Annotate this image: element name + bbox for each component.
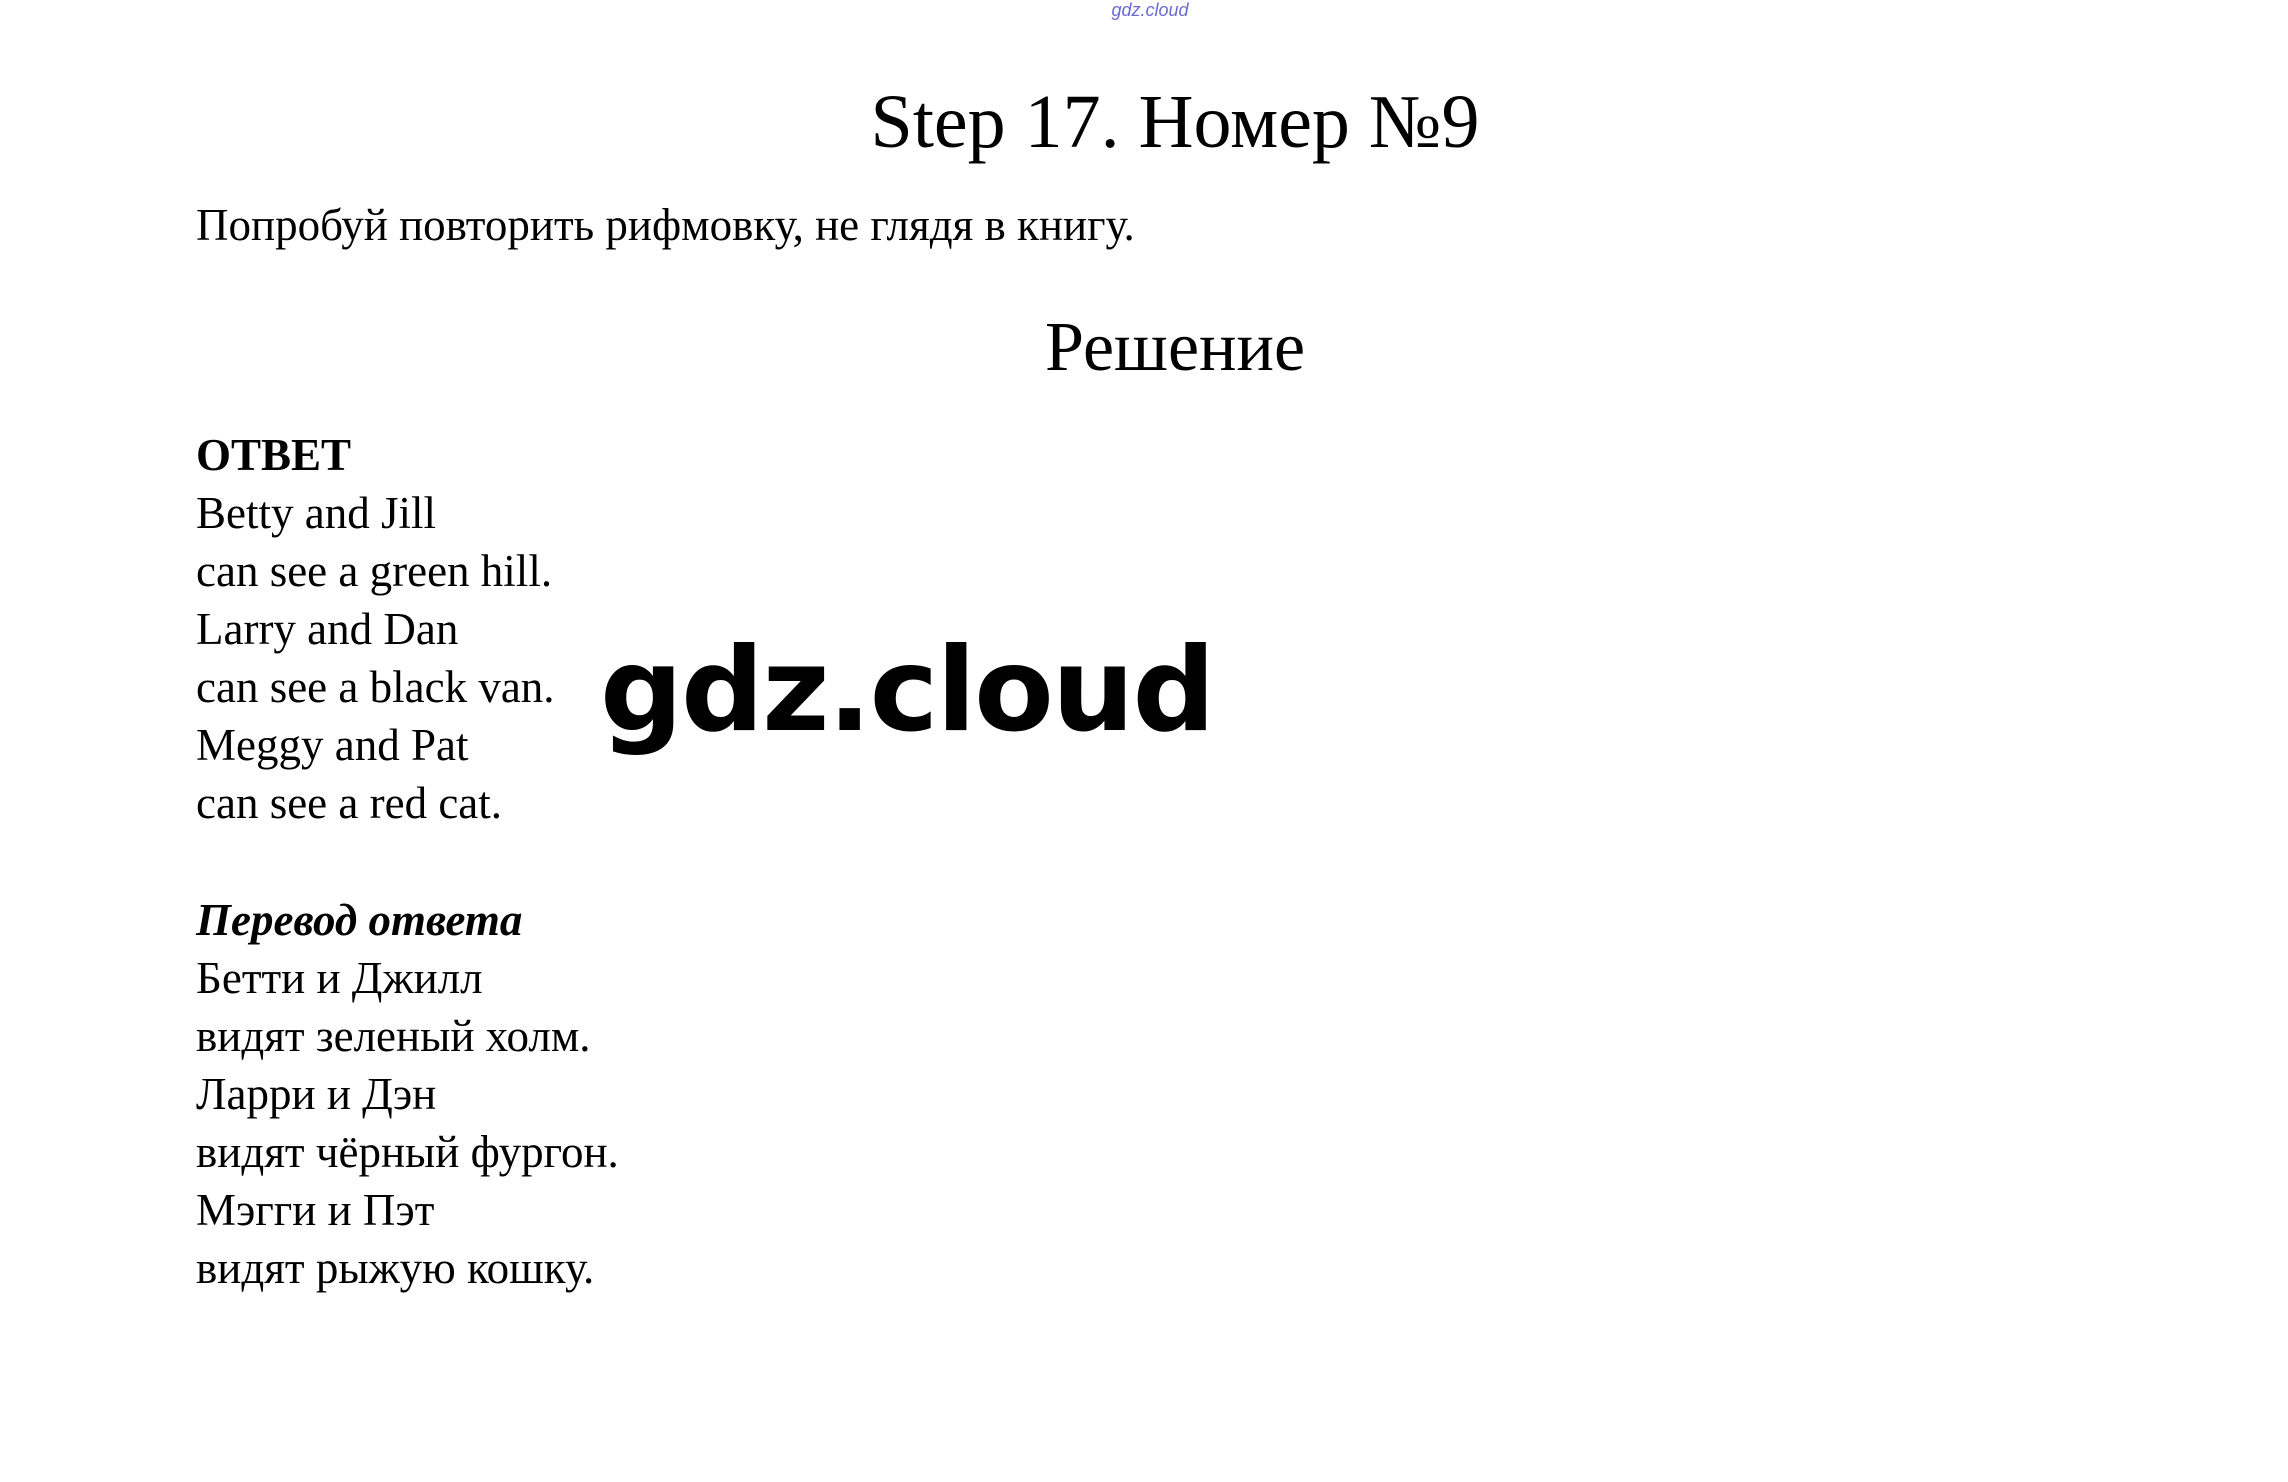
translation-line: Ларри и Дэн (196, 1069, 437, 1119)
answer-label: ОТВЕТ (196, 430, 352, 480)
answer-block (196, 426, 555, 832)
answer-line: can see a red cat. (196, 778, 503, 828)
top-watermark: gdz.cloud (1111, 0, 1189, 20)
answer-line: Larry and Dan (196, 604, 459, 654)
task-text: Попробуй повторить рифмовку, не глядя в книгу. (196, 200, 1135, 250)
translation-label: Перевод ответа (196, 895, 523, 945)
translation-line: видят рыжую кошку. (196, 1243, 595, 1293)
answer-line: Betty and Jill (196, 488, 436, 538)
translation-line: видят чёрный фургон. (196, 1127, 619, 1177)
solution-heading: Решение (1044, 309, 1306, 386)
center-watermark: gdz.cloud (600, 623, 1214, 758)
answer-line: can see a black van. (196, 662, 555, 712)
translation-line: Мэгги и Пэт (196, 1185, 435, 1235)
answer-line: can see a green hill. (196, 546, 553, 596)
page-title: Step 17. Номер №9 (870, 80, 1480, 164)
answer-line: Meggy and Pat (196, 720, 469, 770)
translation-line: Бетти и Джилл (196, 953, 483, 1003)
translation-block (196, 891, 619, 1297)
translation-line: видят зеленый холм. (196, 1011, 591, 1061)
